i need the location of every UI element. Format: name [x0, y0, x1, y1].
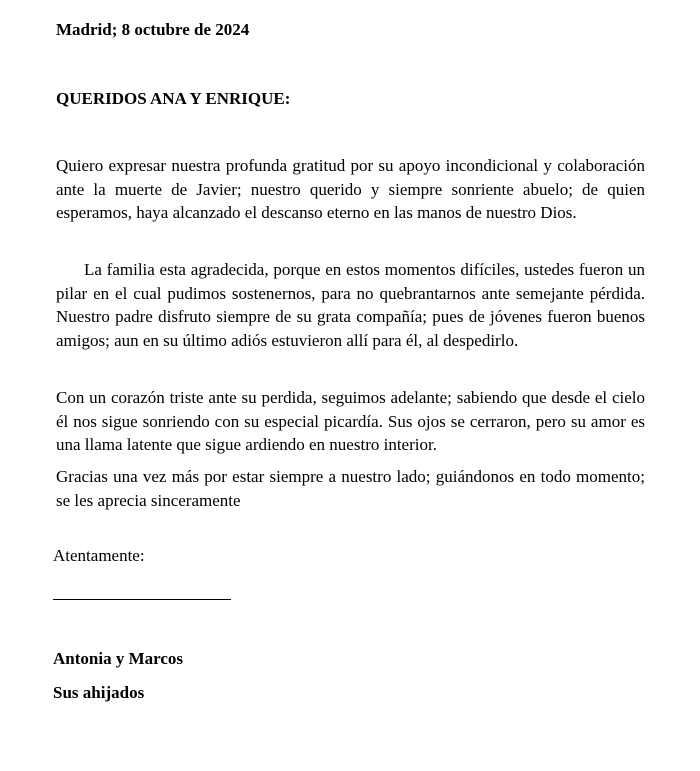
paragraph-thanks: Gracias una vez más por estar siempre a nuestro lado; guiándonos en todo momento; se les aprecia sinceramente [56, 467, 645, 510]
signature-line [53, 599, 231, 600]
signers: Antonia y Marcos [53, 649, 184, 668]
closing: Atentamente: [53, 546, 145, 565]
paragraph-sad-heart: Con un corazón triste ante su perdida, seguimos adelante; sabiendo que desde el cielo él nos sigue sonriendo con su especial picardía. Sus ojos se cerraron, pero su amor es una llama latente que sigue ardiendo en nuestro interior. [56, 388, 645, 454]
date-line: Madrid; 8 octubre de 2024 [56, 20, 250, 39]
paragraph-gratitude: Quiero expresar nuestra profunda gratitud por su apoyo incondicional y colaboración ante la muerte de Javier; nuestro querido y siempre sonriente abuelo; de quien esperamos, haya alcanzado el descanso eterno en las manos de nuestro Dios. [56, 156, 645, 222]
paragraph-family: La familia esta agradecida, porque en estos momentos difíciles, ustedes fueron un pilar en el cual pudimos sostenernos, para no quebrantarnos ante semejante pérdida. Nuestro padre disfruto siempre de su grata compañía; pues de jóvenes fueron buenos amigos; aun en su último adiós estuvieron allí para él, al despedirlo. [56, 260, 645, 350]
salutation: QUERIDOS ANA Y ENRIQUE: [56, 89, 291, 108]
signer-role: Sus ahijados [53, 683, 145, 702]
